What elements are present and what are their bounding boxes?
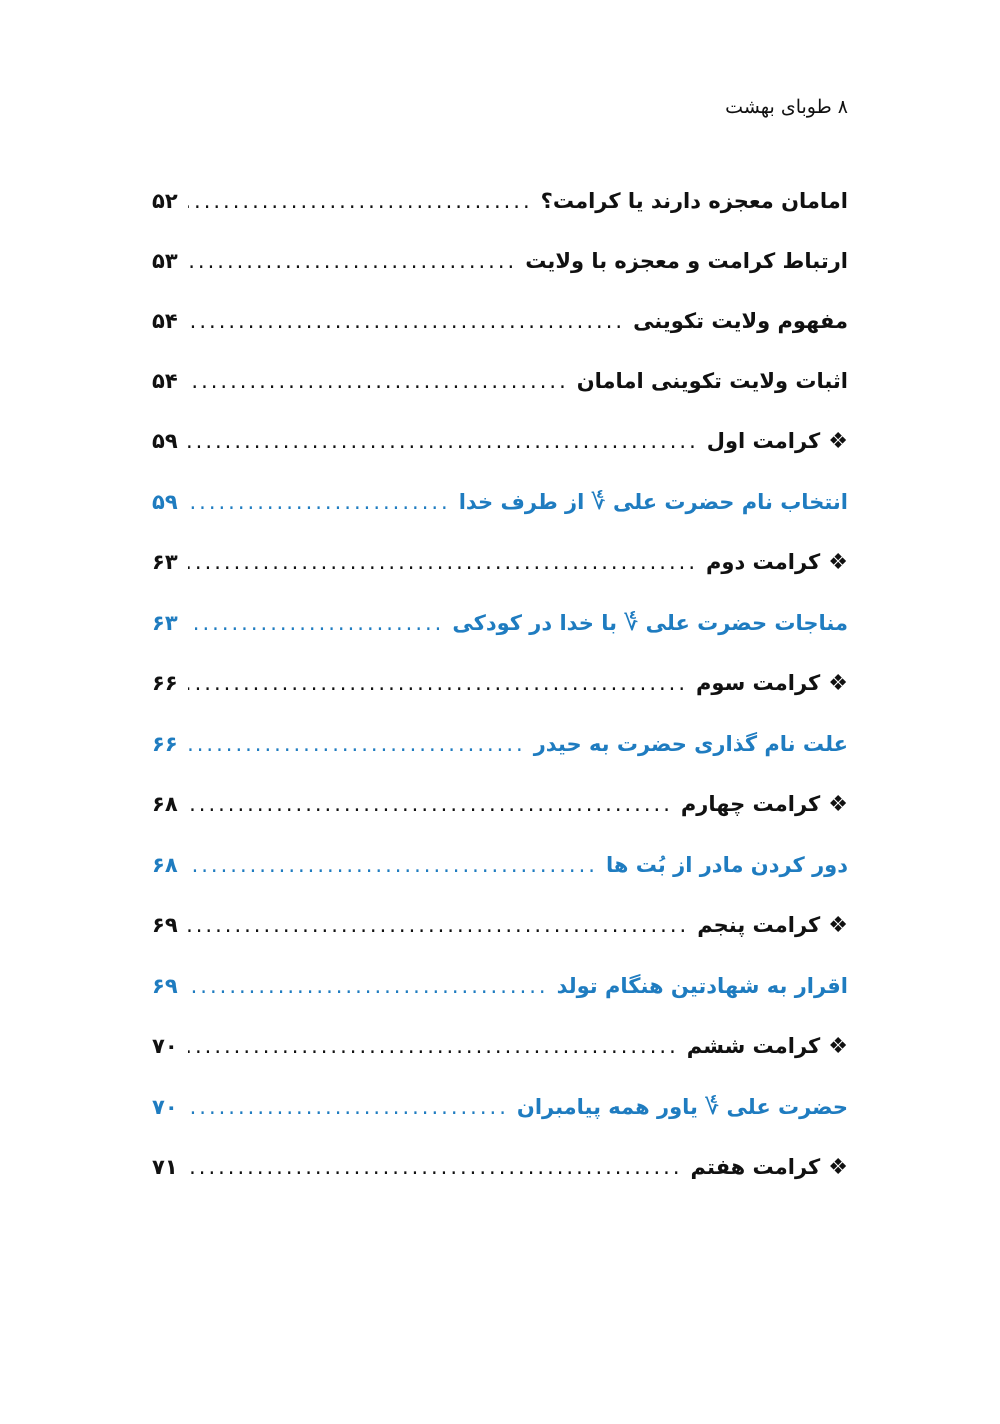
toc-entry-title: کرامت ششم (686, 1034, 821, 1058)
dot-leader (188, 850, 598, 880)
toc-entry-page: ۶۸ (152, 792, 178, 816)
toc-entry[interactable] (152, 487, 848, 517)
diamond-bullet-icon: ❖ (828, 550, 848, 575)
toc-section-entry[interactable] (152, 910, 848, 941)
diamond-bullet-icon: ❖ (828, 913, 848, 938)
toc-section-entry[interactable] (152, 1031, 848, 1062)
toc-entry-title: امامان معجزه دارند یا کرامت؟ (540, 189, 848, 213)
toc-section-entry[interactable] (152, 789, 848, 820)
dot-leader (188, 1031, 679, 1061)
toc-entry-page: ۵۴ (152, 369, 178, 393)
table-of-contents (152, 186, 848, 1213)
toc-section-entry[interactable] (152, 1152, 848, 1183)
toc-entry[interactable] (152, 971, 848, 1001)
diamond-bullet-icon: ❖ (828, 792, 848, 817)
dot-leader (188, 186, 533, 216)
toc-section-entry[interactable] (152, 426, 848, 457)
toc-entry[interactable] (152, 246, 848, 276)
toc-entry[interactable] (152, 608, 848, 638)
toc-entry-page: ۶۶ (152, 732, 178, 756)
toc-entry-page: ۵۹ (152, 429, 178, 453)
diamond-bullet-icon: ❖ (828, 429, 848, 454)
toc-entry-title: اثبات ولایت تکوینی امامان (576, 369, 848, 393)
toc-section-entry[interactable] (152, 668, 848, 699)
toc-entry-page: ۵۲ (152, 189, 178, 213)
dot-leader (188, 910, 689, 940)
diamond-bullet-icon: ❖ (828, 671, 848, 696)
toc-entry-page: ۵۹ (152, 490, 178, 514)
dot-leader (188, 306, 625, 336)
toc-entry-title: انتخاب نام حضرت علی ؇ از طرف خدا (458, 490, 848, 514)
toc-entry-title: کرامت هفتم (690, 1155, 821, 1179)
dot-leader (188, 608, 444, 638)
toc-entry[interactable] (152, 306, 848, 336)
toc-entry-page: ۶۹ (152, 974, 178, 998)
dot-leader (188, 366, 569, 396)
dot-leader (188, 729, 526, 759)
toc-entry[interactable] (152, 729, 848, 759)
toc-entry[interactable] (152, 850, 848, 880)
diamond-bullet-icon: ❖ (828, 1034, 848, 1059)
toc-entry-title: دور کردن مادر از بُت ها (605, 853, 848, 877)
toc-entry[interactable] (152, 366, 848, 396)
dot-leader (188, 547, 698, 577)
toc-entry-title: اقرار به شهادتین هنگام تولد (556, 974, 848, 998)
toc-entry[interactable] (152, 186, 848, 216)
dot-leader (188, 789, 673, 819)
toc-section-entry[interactable] (152, 547, 848, 578)
toc-entry-title: کرامت اول (706, 429, 821, 453)
toc-entry-title: مناجات حضرت علی ؇ با خدا در کودکی (452, 611, 848, 635)
dot-leader (188, 1152, 683, 1182)
toc-entry-title: ارتباط کرامت و معجزه با ولایت (525, 249, 848, 273)
toc-entry-title: کرامت چهارم (680, 792, 821, 816)
toc-entry-title: مفهوم ولایت تکوینی (633, 309, 848, 333)
dot-leader (188, 246, 517, 276)
toc-entry-page: ۷۱ (152, 1155, 178, 1179)
dot-leader (188, 668, 688, 698)
toc-entry-page: ۶۳ (152, 550, 178, 574)
toc-entry-page: ۵۳ (152, 249, 178, 273)
toc-entry[interactable] (152, 1092, 848, 1122)
toc-entry-title: کرامت دوم (706, 550, 821, 574)
running-header: ۸ طوبای بهشت (725, 96, 848, 118)
toc-entry-title: علت نام گذاری حضرت به حیدر (533, 732, 848, 756)
toc-entry-page: ۵۴ (152, 309, 178, 333)
dot-leader (188, 487, 451, 517)
dot-leader (188, 426, 699, 456)
toc-entry-title: کرامت پنجم (697, 913, 821, 937)
toc-entry-page: ۶۸ (152, 853, 178, 877)
toc-entry-page: ۷۰ (152, 1095, 178, 1119)
toc-entry-page: ۷۰ (152, 1034, 178, 1058)
toc-entry-page: ۶۶ (152, 671, 178, 695)
toc-entry-title: حضرت علی ؇ یاور همه پیامبران (516, 1095, 848, 1119)
toc-entry-title: کرامت سوم (696, 671, 821, 695)
toc-entry-page: ۶۹ (152, 913, 178, 937)
dot-leader (188, 1092, 509, 1122)
dot-leader (188, 971, 549, 1001)
diamond-bullet-icon: ❖ (828, 1155, 848, 1180)
toc-entry-page: ۶۳ (152, 611, 178, 635)
